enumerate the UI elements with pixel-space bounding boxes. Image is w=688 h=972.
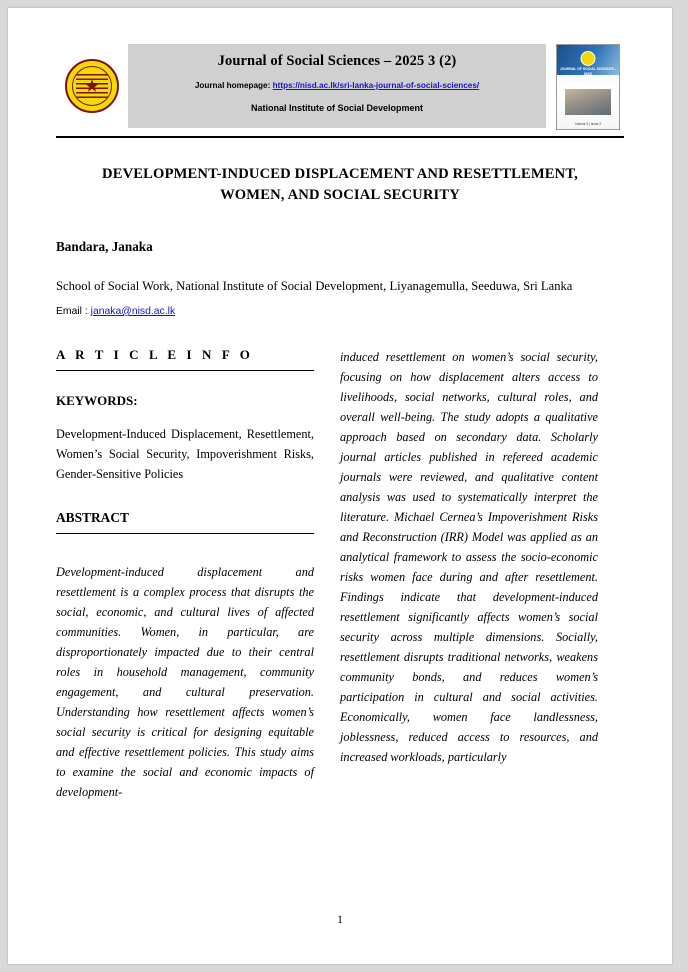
cover-photo-image <box>565 89 611 115</box>
keywords-heading: KEYWORDS: <box>56 392 138 408</box>
cover-footer-text: Volume 3 | Issue 2 <box>574 122 602 126</box>
abstract-text-right: induced resettlement on women’s social security, focusing on how displacement alters access to livelihoods, social networks, cultural roles, and overall well-being. The study adopts a qualitative approach based on secondary data. Scholarly journal articles published in refereed academic journals were reviewed, and qualitative content analysis was used to systematically interpret the literature. Michael Cernea’s Impoverishment Risks and Reconstruction (IRR) Model was applied as an analytical framework to assess the socio-economic risks women face during and after resettlement. Findings indicate that development-induced resettlement significantly affects women’s social security across multiple dimensions. Socially, resettlement disrupts traditional networks, weakens community bonds, and reduces women’s participation in cultural and social activities. Economically, women face landlessness, joblessness, reduced access to resources, and increased workloads, particularly <box>340 349 598 765</box>
journal-title: Journal of Social Sciences – 2025 3 (2) <box>217 53 457 69</box>
abstract-text-left: Development-induced displacement and resettlement is a complex process that disrupts the social, economic, and cultural lives of affected communities. Women, in particular, are disproportionately impacted due to their central roles in household management, community engagement, and cultural preservation. Understanding how resettlement affects women’s social security is critical for designing equitable and effective resettlement policies. This study aims to examine the social and economic impacts of development- <box>56 564 314 799</box>
author-email-line <box>56 306 624 317</box>
cover-thumbnail-cell <box>546 44 624 128</box>
article-info-divider <box>56 370 314 371</box>
author-email-link[interactable]: janaka@nisd.ac.lk <box>90 305 176 317</box>
email-label: Email : <box>56 305 91 317</box>
abstract-heading: ABSTRACT <box>56 509 129 525</box>
right-column <box>340 347 598 802</box>
journal-homepage-line <box>134 81 540 90</box>
nisd-seal-logo-icon <box>65 59 119 113</box>
journal-homepage-label: Journal homepage: <box>194 81 271 90</box>
journal-masthead <box>56 44 624 128</box>
author-name: Bandara, Janaka <box>56 239 153 255</box>
cover-seal-icon <box>581 51 596 66</box>
keywords-text: Development-Induced Displacement, Resettlement, Women’s Social Security, Impoverishment Risks, Gender-Sensitive Policies <box>56 426 314 481</box>
journal-homepage-link[interactable]: https://nisd.ac.lk/sri-lanka-journal-of-social-sciences/ <box>272 81 480 90</box>
masthead-title-block <box>128 44 546 128</box>
cover-band-text: JOURNAL OF SOCIAL SCIENCES - NISD <box>559 67 616 77</box>
logo-cell <box>56 44 128 128</box>
journal-cover-thumbnail <box>556 44 620 130</box>
institute-name: National Institute of Social Development <box>250 103 424 113</box>
article-info-heading: A R T I C L E I N F O <box>56 346 254 362</box>
masthead-divider <box>56 136 624 138</box>
left-column <box>56 347 314 802</box>
author-affiliation: School of Social Work, National Institute of Social Development, Liyanagemulla, Seeduwa, Sri Lanka <box>56 279 573 294</box>
page-number: 1 <box>337 914 343 926</box>
page-title: DEVELOPMENT-INDUCED DISPLACEMENT AND RESETTLEMENT, WOMEN, AND SOCIAL SECURITY <box>102 166 578 204</box>
document-page <box>8 8 672 964</box>
two-column-body <box>56 347 624 802</box>
abstract-divider <box>56 533 314 534</box>
